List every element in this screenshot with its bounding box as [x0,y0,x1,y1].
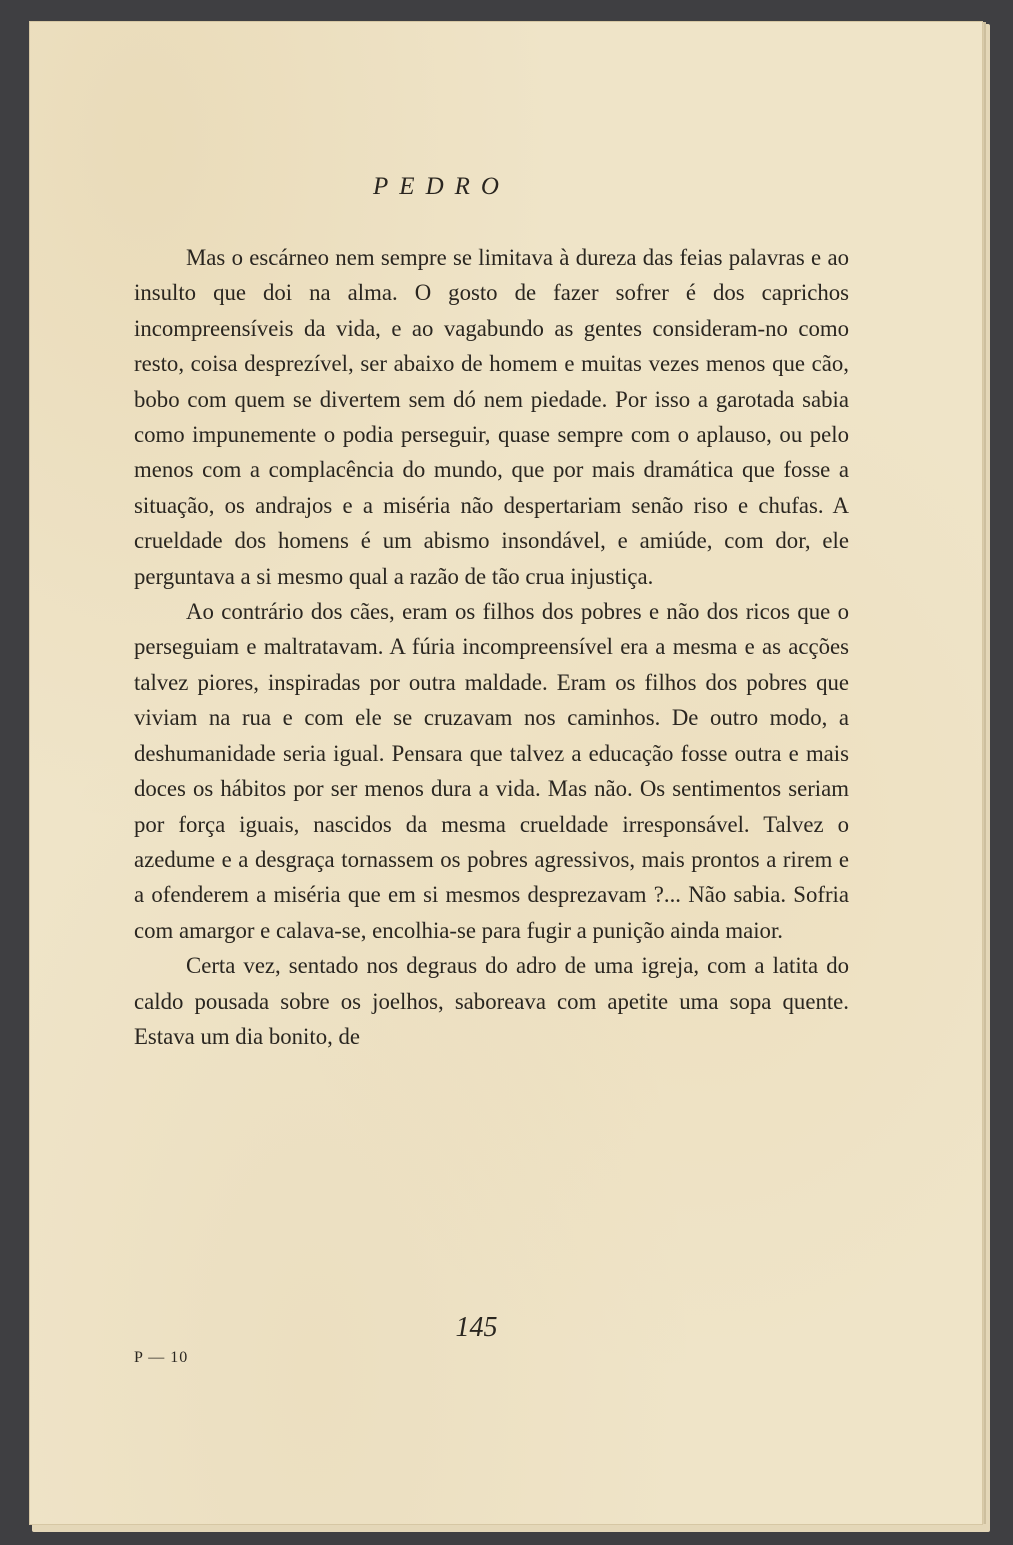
paragraph-1: Mas o escárneo nem sempre se limitava à dureza das feias palavras e ao insulto que doi na alma. O gosto de fazer sofrer é dos caprichos incompreensíveis da vida, e ao vagabundo as gentes consideram-no como resto, coisa desprezível, ser abaixo de homem e muitas vezes menos que cão, bobo com quem se divertem sem dó nem piedade. Por isso a garotada sabia como impunemente o podia perseguir, quase sempre com o aplauso, ou pelo menos com a complacência do mundo, que por mais dramática que fosse a situação, os andrajos e a miséria não despertariam senão riso e chufas. A crueldade dos homens é um abismo insondável, e amiúde, com dor, ele perguntava a si mesmo qual a razão de tão crua injustiça. [134,245,849,589]
paragraph-2: Ao contrário dos cães, eram os filhos dos pobres e não dos ricos que o perseguiam e maltratavam. A fúria incompreensível era a mesma e as acções talvez piores, inspiradas por outra maldade. Eram os filhos dos pobres que viviam na rua e com ele se cruzavam nos caminhos. De outro modo, a deshumanidade seria igual. Pensara que talvez a educação fosse outra e mais doces os hábitos por ser menos dura a vida. Mas não. Os sentimentos seriam por força iguais, nascidos da mesma crueldade irresponsável. Talvez o azedume e a desgraça tornassem os pobres agressivos, mais prontos a rirem e a ofenderem a miséria que em si mesmos desprezavam ?... Não sabia. Sofria com amargor e calava-se, encolhia-se para fugir a punição ainda maior. [134,599,849,943]
page-number: 145 [455,1312,498,1343]
body-text [134,240,849,1054]
signature-mark: P — 10 [134,1349,189,1366]
paragraph-3: Certa vez, sentado nos degraus do adro de uma igreja, com a latita do caldo pousada sobre os joelhos, saboreava com apetite uma sopa quente. Estava um dia bonito, de [134,953,849,1049]
running-head: PEDRO [373,173,510,200]
